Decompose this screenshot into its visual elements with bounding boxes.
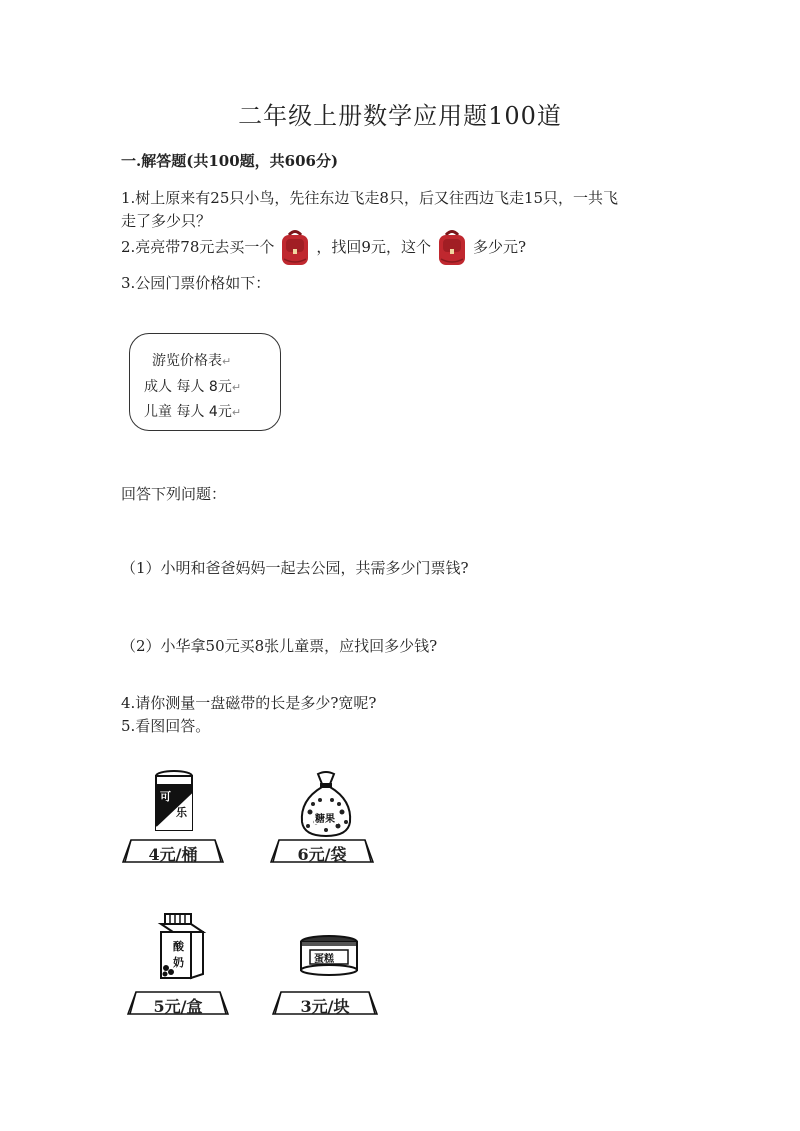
yogurt-label-2: 奶 — [173, 956, 184, 969]
answer-prompt: 回答下列问题： — [121, 485, 227, 503]
question-5: 5.看图回答。 — [121, 717, 211, 735]
price-table-title: 游览价格表↵ — [152, 353, 232, 369]
question-2 — [121, 229, 526, 267]
cake-image — [298, 934, 360, 980]
schoolbag-icon — [435, 229, 469, 267]
question-2-part-3: 多少元? — [472, 238, 526, 256]
question-3-intro: 3.公园门票价格如下： — [121, 274, 271, 292]
question-1-line-2: 走了多少只？ — [121, 212, 212, 230]
price-tag-candy — [269, 838, 375, 864]
question-3-sub-2: （2）小华拿50元买8张儿童票，应找回多少钱? — [121, 637, 438, 655]
yogurt-label-1: 酸 — [173, 940, 184, 953]
cola-can-image — [150, 770, 198, 838]
price-tag-cake-text: 3元/块 — [300, 997, 350, 1016]
cola-label-2: 乐 — [176, 806, 187, 819]
price-row-child: 儿童 每人 4元↵ — [144, 404, 242, 420]
price-tag-cake — [271, 990, 379, 1016]
price-tag-yogurt-text: 5元/盒 — [153, 997, 203, 1016]
question-2-part-1: 2.亮亮带78元去买一个 — [121, 238, 275, 256]
schoolbag-icon — [278, 229, 312, 267]
question-3-sub-1: （1）小明和爸爸妈妈一起去公园，共需多少门票钱? — [121, 559, 469, 577]
section-heading: 一.解答题(共100题，共606分) — [121, 152, 339, 170]
price-tag-cola-text: 4元/桶 — [148, 845, 198, 864]
yogurt-box-image — [157, 912, 209, 984]
price-row-adult: 成人 每人 8元↵ — [144, 379, 242, 395]
price-tag-yogurt — [126, 990, 230, 1016]
price-table — [129, 333, 281, 431]
cake-label: 蛋糕 — [314, 954, 334, 965]
candy-bag-image — [296, 770, 356, 842]
price-tag-cola — [121, 838, 225, 864]
candy-label: 糖果 — [315, 814, 335, 825]
question-2-part-2: ，找回9元，这个 — [316, 238, 431, 256]
question-4: 4.请你测量一盘磁带的长是多少?宽呢? — [121, 694, 377, 712]
page-title: 二年级上册数学应用题100道 — [238, 102, 562, 130]
question-1-line-1: 1.树上原来有25只小鸟，先往东边飞走8只，后又往西边飞走15只，一共飞 — [121, 189, 619, 207]
cola-label-1: 可 — [160, 790, 171, 803]
price-tag-candy-text: 6元/袋 — [297, 845, 347, 864]
